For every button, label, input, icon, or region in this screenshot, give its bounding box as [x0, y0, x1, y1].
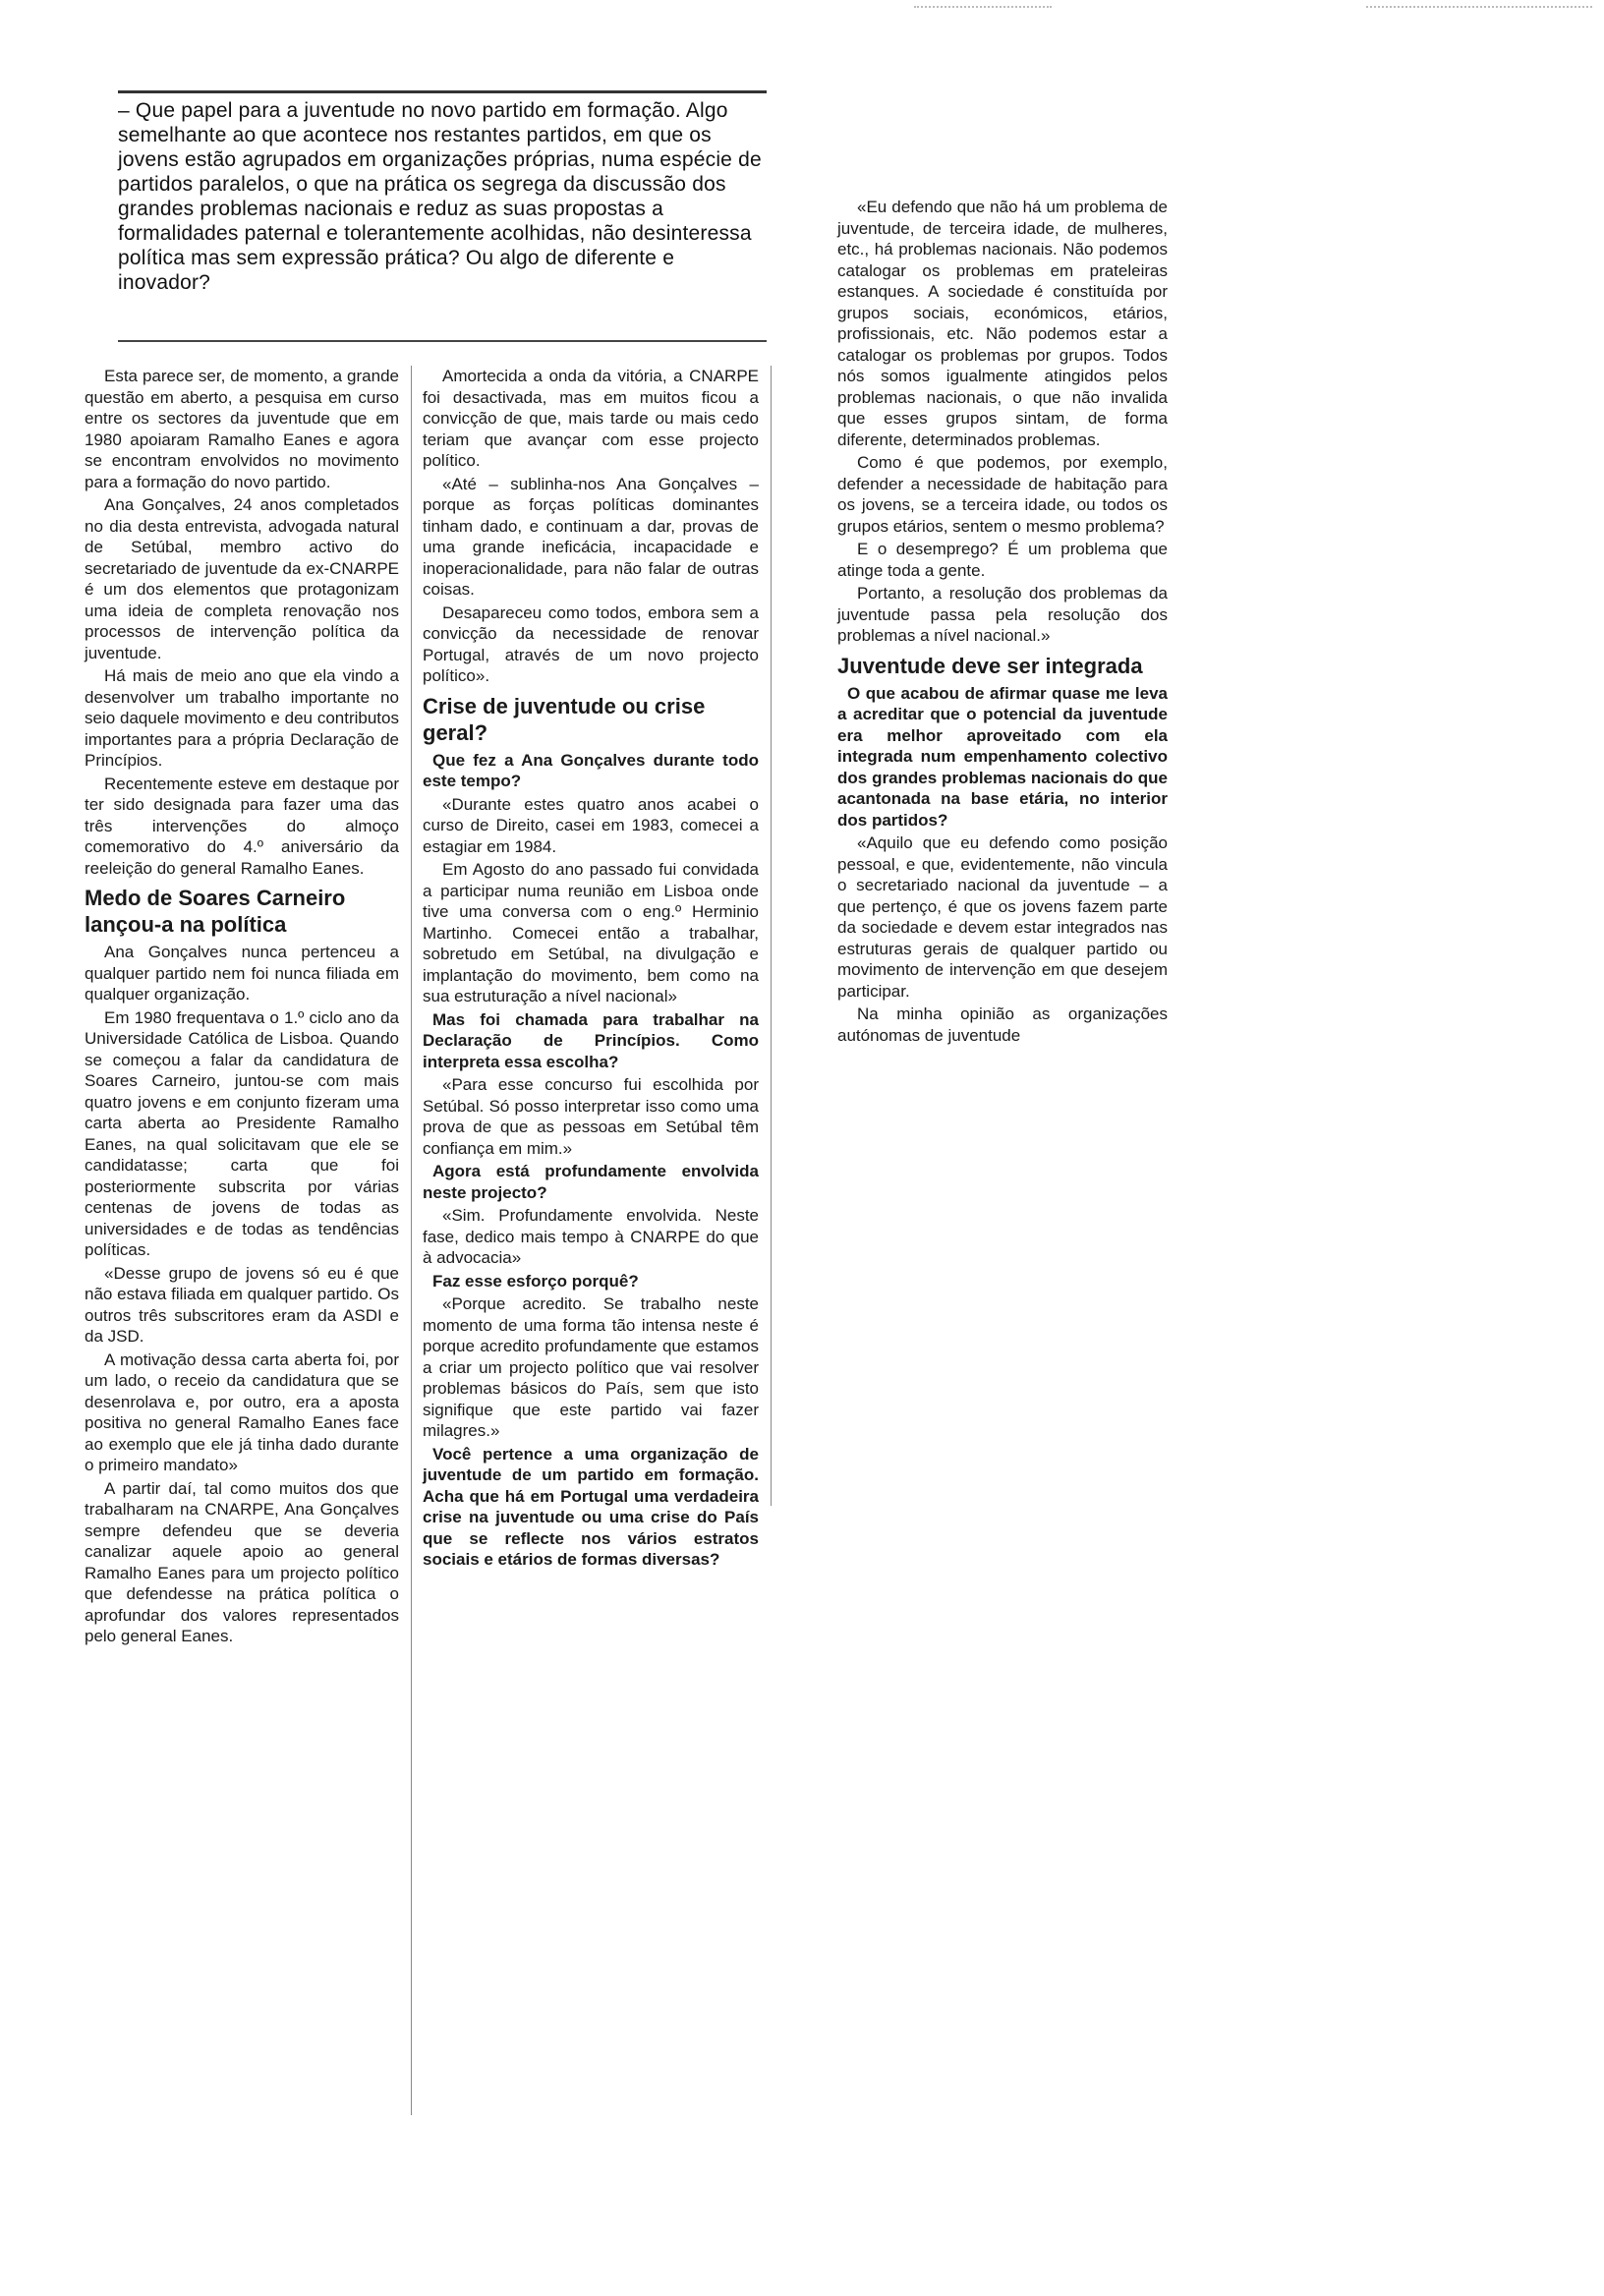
paragraph: «Para esse concurso fui escolhida por Setúbal. Só posso interpretar isso como uma prova de que as pessoas em Setúbal têm confiança em mim.» — [423, 1075, 759, 1158]
paragraph: Esta parece ser, de momento, a grande questão em aberto, a pesquisa em curso entre os sectores da juventude que em 1980 apoiaram Ramalho Eanes e agora se encontram envolvidos no movimento para a formação do novo partido. — [85, 367, 399, 491]
column-2 — [423, 366, 759, 1573]
paragraph: Ana Gonçalves nunca pertenceu a qualquer partido nem foi nunca filiada em qualquer organização. — [85, 943, 399, 1004]
paragraph: Na minha opinião as organizações autónomas de juventude — [837, 1004, 1168, 1045]
paragraph: Em Agosto do ano passado fui convidada a participar numa reunião em Lisboa onde tive uma conversa com o eng.º Herminio Martinho. Comecei então a trabalhar, sobretudo em Setúbal, na divulgação e implantação do movimento, bem como na sua estruturação a nível nacional» — [423, 860, 759, 1005]
paragraph: Como é que podemos, por exemplo, defender a necessidade de habitação para os jovens, se a terceira idade, ou todos os grupos etários, sentem o mesmo problema? — [837, 453, 1168, 536]
paragraph: «Desse grupo de jovens só eu é que não estava filiada em qualquer partido. Os outros três subscritores eram da ASDI e da JSD. — [85, 1263, 399, 1346]
paragraph: Recentemente esteve em destaque por ter sido designada para fazer uma das três intervenções do almoço comemorativo do 4.º aniversário da reeleição do general Ramalho Eanes. — [85, 774, 399, 878]
paragraph: «Eu defendo que não há um problema de juventude, de terceira idade, de mulheres, etc., há problemas nacionais. Não podemos catalogar os problemas em prateleiras estanques. A sociedade é constituída por grupos sociais, económicos, etários, profissionais, etc. Não podemos estar a catalogar os problemas por grupos. Todos nós somos igualmente atingidos pelos problemas nacionais, o que não invalida que esses grupos sintam, de forma diferente, determinados problemas. — [837, 198, 1168, 449]
lead-paragraph — [118, 98, 767, 295]
paragraph: «Até – sublinha-nos Ana Gonçalves – porque as forças políticas dominantes tinham dado, e continuam a dar, provas de uma grande ineficácia, incapacidade e inoperacionalidade, para não falar de outras coisas. — [423, 474, 759, 599]
column-3 — [837, 197, 1168, 1048]
lead-text: – Que papel para a juventude no novo partido em formação. Algo semelhante ao que acontece nos restantes partidos, em que os jovens estão agrupados em organizações próprias, numa espécie de partidos paralelos, o que na prática os segrega da discussão dos grandes problemas nacionais e reduz as suas propostas a formalidades paternal e tolerantemente acolhidas, não desinteressa política mas sem expressão prática? Ou algo de diferente e inovador? — [118, 99, 762, 294]
lead-top-rule — [118, 90, 767, 93]
interview-question: Que fez a Ana Gonçalves durante todo este tempo? — [423, 750, 759, 790]
lead-bottom-rule — [118, 340, 767, 342]
scan-artifact — [1366, 6, 1592, 11]
section-heading: Juventude deve ser integrada — [837, 653, 1143, 678]
paragraph: E o desemprego? É um problema que atinge toda a gente. — [837, 540, 1168, 580]
column-1 — [85, 366, 399, 1649]
interview-question: Faz esse esforço porquê? — [432, 1271, 639, 1291]
paragraph: «Aquilo que eu defendo como posição pessoal, e que, evidentemente, não vincula o secretariado nacional da juventude – a que pertenço, é que os jovens fazem parte da sociedade e devem estar integrados nas estruturas gerais de qualquer partido ou movimento de intervenção em que desejem participar. — [837, 833, 1168, 1001]
paragraph: Amortecida a onda da vitória, a CNARPE foi desactivada, mas em muitos ficou a convicção de que, mais tarde ou mais cedo teriam que avançar com esse projecto político. — [423, 367, 759, 470]
paragraph: «Sim. Profundamente envolvida. Neste fase, dedico mais tempo à CNARPE do que à advocacia» — [423, 1206, 759, 1267]
interview-question: Você pertence a uma organização de juventude de um partido em formação. Acha que há em Portugal uma verdadeira crise na juventude ou uma crise do País que se reflecte nos vários estratos sociais e etários de formas diversas? — [423, 1444, 759, 1569]
paragraph: Portanto, a resolução dos problemas da juventude passa pela resolução dos problemas a nível nacional.» — [837, 584, 1168, 645]
paragraph: «Durante estes quatro anos acabei o curso de Direito, casei em 1983, comecei a estagiar em 1984. — [423, 794, 759, 856]
paragraph: A partir daí, tal como muitos dos que trabalharam na CNARPE, Ana Gonçalves sempre defendeu que se deveria canalizar aquele apoio ao general Ramalho Eanes para um projecto político que defendesse na prática política o aprofundar dos valores representados pelo general Eanes. — [85, 1478, 399, 1645]
paragraph: Ana Gonçalves, 24 anos completados no dia desta entrevista, advogada natural de Setúbal, membro activo do secretariado de juventude da ex-CNARPE é um dos elementos que protagonizam uma ideia de completa renovação nos processos de intervenção política da juventude. — [85, 495, 399, 662]
paragraph: Em 1980 frequentava o 1.º ciclo ano da Universidade Católica de Lisboa. Quando se começou a falar da candidatura de Soares Carneiro, juntou-se com mais quatro jovens e em conjunto fizeram uma carta aberta ao Presidente Ramalho Eanes, na qual solicitavam que ele se candidatasse; carta que foi posteriormente subscrita por várias centenas de jovens de todas as universidades e de todas as tendências políticas. — [85, 1007, 399, 1259]
section-heading: Medo de Soares Carneiro lançou-a na política — [85, 886, 346, 937]
paragraph: «Porque acredito. Se trabalho neste momento de uma forma tão intensa neste é porque acredito profundamente que estamos a criar um projecto político que vai resolver problemas básicos do País, sem que isto signifique que este partido vai fazer milagres.» — [423, 1294, 759, 1440]
column-divider — [771, 366, 772, 1506]
interview-question: Agora está profundamente envolvida neste projecto? — [423, 1162, 759, 1202]
scan-artifact — [914, 6, 1052, 11]
paragraph: Desapareceu como todos, embora sem a convicção da necessidade de renovar Portugal, através de um novo projecto político». — [423, 603, 759, 685]
column-divider — [411, 366, 412, 2115]
paragraph: A motivação dessa carta aberta foi, por um lado, o receio da candidatura que se desenrolava e, por outro, era a aposta positiva no general Ramalho Eanes face ao exemplo que ele já tinha dado durante o primeiro mandato» — [85, 1349, 399, 1474]
interview-question: Mas foi chamada para trabalhar na Declaração de Princípios. Como interpreta essa escolha? — [423, 1009, 759, 1071]
interview-question: O que acabou de afirmar quase me leva a acreditar que o potencial da juventude era melhor aproveitado com ela integrada num empenhamento colectivo dos grandes problemas nacionais do que acantonada na base etária, no interior dos partidos? — [837, 683, 1168, 830]
section-heading: Crise de juventude ou crise geral? — [423, 693, 706, 745]
paragraph: Há mais de meio ano que ela vindo a desenvolver um trabalho importante no seio daquele movimento e deu contributos importantes para a própria Declaração de Princípios. — [85, 666, 399, 770]
